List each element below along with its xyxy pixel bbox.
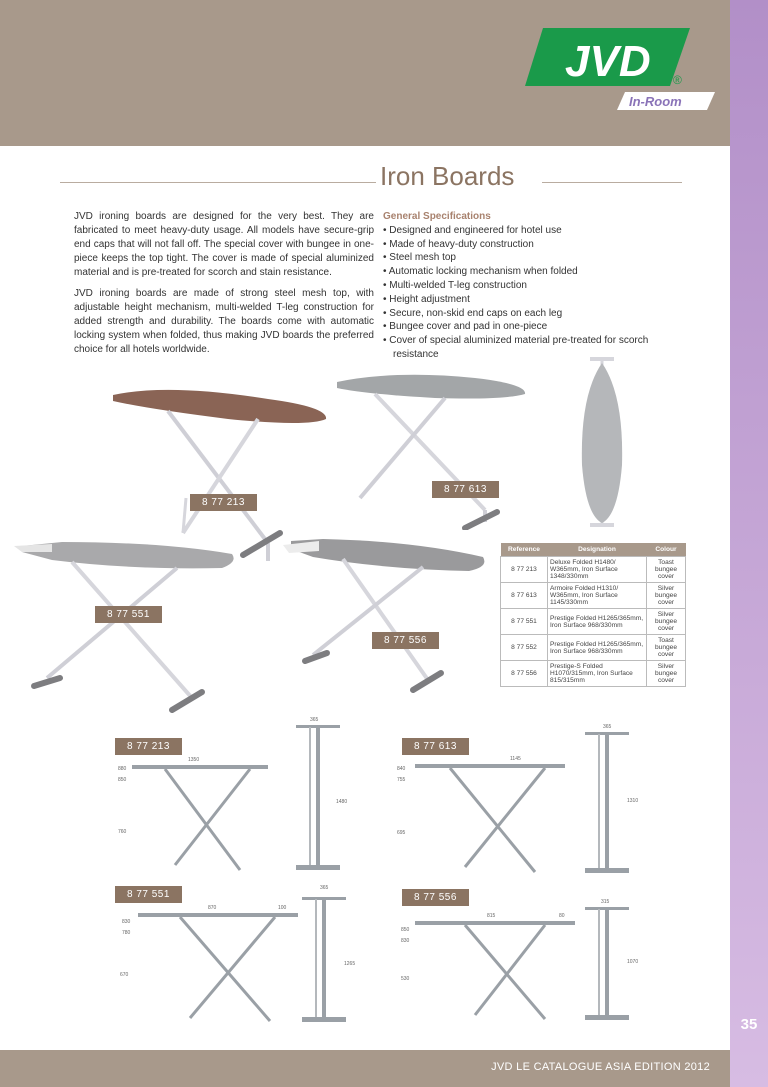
specs-list (383, 224, 653, 362)
page-title: Iron Boards (380, 161, 515, 191)
svg-text:365: 365 (320, 885, 329, 891)
svg-text:1265: 1265 (344, 961, 356, 967)
table-header: Colour (647, 543, 686, 557)
title-rule-right (542, 182, 682, 183)
table-cell-designation: Prestige-S Folded H1070/315mm, Iron Surface 815/315mm (548, 661, 647, 687)
svg-text:870: 870 (208, 905, 217, 911)
spec-item: • Secure, non-skid end caps on each leg (383, 307, 653, 321)
svg-text:670: 670 (120, 972, 129, 978)
table-header: Reference (501, 543, 548, 557)
general-specifications (383, 210, 653, 362)
spec-item: • Steel mesh top (383, 251, 653, 265)
diagram-tag: 8 77 551 (115, 886, 182, 903)
svg-text:850: 850 (401, 927, 410, 933)
table-cell-designation: Prestige Folded H1265/365mm, Iron Surface 968/330mm (548, 635, 647, 661)
product-tag: 8 77 556 (372, 632, 439, 649)
svg-text:1310: 1310 (627, 798, 639, 804)
svg-text:530: 530 (401, 976, 410, 982)
logo-text: JVD (565, 37, 651, 86)
table-cell-colour: Silver bungee cover (647, 583, 686, 609)
spec-item: • Made of heavy-duty construction (383, 238, 653, 252)
svg-text:365: 365 (310, 717, 319, 723)
jvd-logo (525, 28, 715, 118)
table-row (501, 661, 686, 687)
svg-text:830: 830 (401, 938, 410, 944)
table-header: Designation (548, 543, 647, 557)
diagram-877213 (110, 715, 360, 880)
diagram-tag: 8 77 556 (402, 889, 469, 906)
svg-text:1070: 1070 (627, 959, 639, 965)
table-row (501, 635, 686, 661)
svg-text:80: 80 (559, 913, 565, 919)
diagram-877613 (395, 722, 645, 880)
title-rule-left (60, 182, 376, 183)
table-row (501, 609, 686, 635)
svg-text:830: 830 (122, 919, 131, 925)
registered-mark: ® (673, 73, 682, 87)
product-tag: 8 77 551 (95, 606, 162, 623)
table-cell-ref: 8 77 552 (501, 635, 548, 661)
diagram-tag: 8 77 213 (115, 738, 182, 755)
table-cell-ref: 8 77 556 (501, 661, 548, 687)
product-tag: 8 77 213 (190, 494, 257, 511)
svg-text:365: 365 (603, 724, 612, 730)
table-cell-ref: 8 77 613 (501, 583, 548, 609)
table-cell-colour: Silver bungee cover (647, 609, 686, 635)
spec-item: • Multi-welded T-leg construction (383, 279, 653, 293)
spec-item: • Height adjustment (383, 293, 653, 307)
specs-title: General Specifications (383, 211, 491, 222)
spec-item: • Cover of special aluminized material pre-treated for scorch resistance (383, 334, 653, 362)
intro-paragraph: JVD ironing boards are designed for the very best. They are fabricated to meet heavy-duty usage. All models have secure-grip end caps that will not fall off. The special cover with bungee in one-piece keeps the top tight. The cover is made of special aluminized material and is pre-treated for scorch and stain resistance. (74, 211, 374, 278)
svg-text:1480: 1480 (336, 799, 348, 805)
table-cell-ref: 8 77 213 (501, 557, 548, 583)
svg-text:760: 760 (118, 829, 127, 835)
svg-text:840: 840 (397, 766, 406, 772)
table-row (501, 583, 686, 609)
table-cell-colour: Toast bungee cover (647, 557, 686, 583)
product-table (500, 543, 686, 687)
spec-item: • Bungee cover and pad in one-piece (383, 320, 653, 334)
svg-text:815: 815 (487, 913, 496, 919)
spec-item: • Automatic locking mechanism when folded (383, 265, 653, 279)
footer-band (0, 1050, 730, 1087)
sub-brand: In-Room (629, 94, 682, 109)
svg-text:1350: 1350 (188, 757, 200, 763)
table-cell-colour: Silver bungee cover (647, 661, 686, 687)
svg-text:100: 100 (278, 905, 287, 911)
svg-text:1145: 1145 (510, 756, 521, 762)
svg-text:695: 695 (397, 830, 406, 836)
diagram-877556 (395, 895, 645, 1025)
diagram-tag: 8 77 613 (402, 738, 469, 755)
table-row (501, 557, 686, 583)
intro-text (74, 210, 374, 364)
intro-paragraph: JVD ironing boards are made of strong steel mesh top, with adjustable height mechanism, multi-welded T-leg construction for added strength and durability. The boards come with automatic locking system when folded, thus making JVD boards the preferred choice for all hotels worldwide. (74, 288, 374, 355)
side-tab (730, 0, 768, 1087)
table-cell-designation: Prestige Folded H1265/365mm, Iron Surface 968/330mm (548, 609, 647, 635)
svg-text:850: 850 (118, 777, 127, 783)
table-cell-designation: Deluxe Folded H1480/ W365mm, Iron Surface 1348/330mm (548, 557, 647, 583)
svg-text:780: 780 (122, 930, 131, 936)
svg-text:315: 315 (601, 899, 610, 905)
footer-text: JVD LE CATALOGUE ASIA EDITION 2012 (491, 1061, 710, 1073)
svg-text:755: 755 (397, 777, 406, 783)
table-cell-designation: Armoire Folded H1310/ W365mm, Iron Surface 1145/330mm (548, 583, 647, 609)
diagram-877551 (110, 883, 360, 1028)
table-cell-ref: 8 77 551 (501, 609, 548, 635)
svg-text:880: 880 (118, 766, 127, 772)
spec-item: • Designed and engineered for hotel use (383, 224, 653, 238)
page-number: 35 (740, 1016, 758, 1033)
product-tag: 8 77 613 (432, 481, 499, 498)
table-cell-colour: Toast bungee cover (647, 635, 686, 661)
